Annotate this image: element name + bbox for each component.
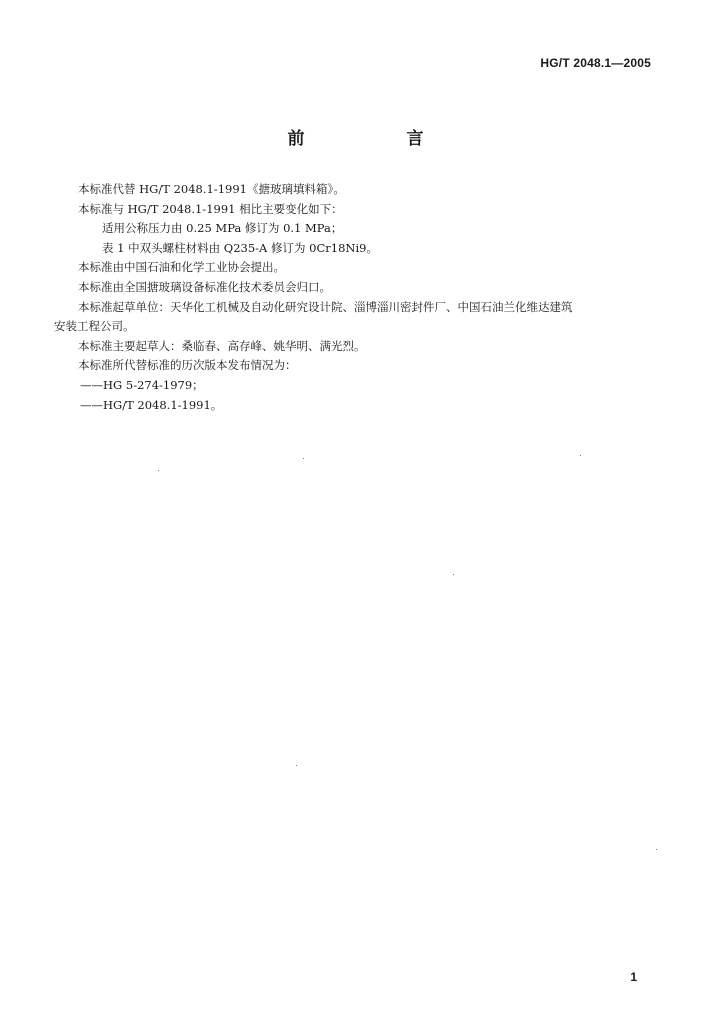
scan-speck [296, 765, 297, 766]
paragraph-change-material: 表 1 中双头螺柱材料由 Q235-A 修订为 0Cr18Ni9。 [102, 240, 378, 255]
scan-speck [303, 458, 304, 459]
paragraph-proposed-by: 本标准由中国石油和化学工业协会提出。 [78, 260, 285, 275]
paragraph-main-drafters: 本标准主要起草人：桑临春、高存峰、姚华明、满光烈。 [78, 338, 366, 353]
history-item: ——HG 5-274-1979； [80, 377, 204, 392]
paragraph-changes-intro: 本标准与 HG/T 2048.1-1991 相比主要变化如下： [78, 201, 343, 216]
history-item: ——HG/T 2048.1-1991。 [80, 397, 223, 412]
standard-code: HG/T 2048.1—2005 [540, 56, 651, 70]
scan-speck [580, 455, 581, 456]
page-number: 1 [630, 970, 637, 984]
scan-speck [656, 849, 657, 850]
scan-speck [453, 574, 454, 575]
scan-speck [158, 470, 159, 471]
paragraph-drafting-units-cont: 安装工程公司。 [54, 319, 135, 334]
paragraph-replaces: 本标准代替 HG/T 2048.1-1991《搪玻璃填料箱》。 [78, 182, 345, 196]
paragraph-drafting-units: 本标准起草单位：天华化工机械及自动化研究设计院、淄博淄川密封件厂、中国石油兰化维达建筑 [78, 299, 573, 314]
foreword-body [54, 180, 664, 415]
page-title: 前 言 [287, 129, 472, 149]
paragraph-change-pressure: 适用公称压力由 0.25 MPa 修订为 0.1 MPa； [102, 221, 343, 236]
paragraph-under-jurisdiction: 本标准由全国搪玻璃设备标准化技术委员会归口。 [78, 279, 331, 294]
paragraph-history-intro: 本标准所代替标准的历次版本发布情况为： [78, 358, 297, 373]
